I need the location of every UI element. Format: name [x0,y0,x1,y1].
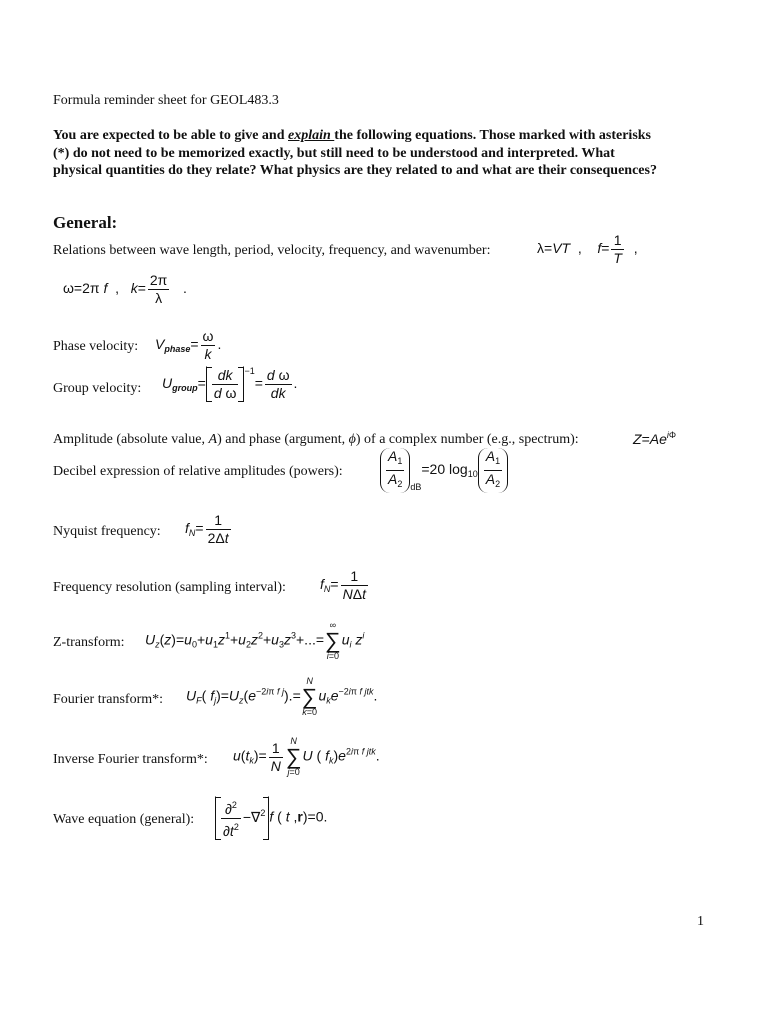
phase-velocity-equation: $V_{phase}=$ $\frac{\omega}{k}$ . [155,328,222,362]
nyquist-label: Nyquist frequency: [53,524,161,539]
amplitude-equation: $Z=Ae^{i\Phi}$ [633,430,677,447]
intro-text-2: the following equations. Those marked with asterisks [334,128,651,143]
fourier-label: Fourier transform*: [53,692,164,707]
inverse-fourier-equation: $u(t_k)=$ $\frac{1}{N}$ N ∑ j=0 U ( $f_k)e^{2i\pi f jtk}$. [233,736,380,777]
page-number: 1 [697,914,704,929]
z-transform-label: Z-transform: [53,635,125,650]
relations-equation-1: λ=VT , f= $\frac{1}{T}$ , [537,232,638,266]
intro-line-2: (*) do not need to be memorized exactly, but still need to be understood and interpreted. What [53,145,615,161]
freq-resolution-label: Frequency resolution (sampling interval): [53,580,286,595]
decibel-label: Decibel expression of relative amplitudes (powers): [53,464,343,479]
intro-line-1 [53,127,657,145]
relations-label: Relations between wave length, period, velocity, frequency, and wavenumber: [53,243,491,258]
inverse-fourier-label: Inverse Fourier transform*: [53,752,208,767]
fourier-equation: $U_F$( $f_j)=U_z(e^{-2i\pi f j}).=$ N ∑ k=0 $u_ke^{-2i\pi f jtk}$. [186,676,378,717]
intro-emphasis: explain [288,128,335,143]
document-title: Formula reminder sheet for GEOL483.3 [53,93,279,108]
z-transform-equation: $U_z(z)=u_0+u_1z^1+u_2z^2+u_3z^3+...=$ ∞ ∑ i=0 $u_i$ $z^i$ [145,620,365,661]
relations-equation-2: ω=2π f , k= $\frac{2\pi}{\lambda}$ . [63,272,187,306]
intro-text-1: You are expected to be able to give and [53,128,288,143]
wave-equation-label: Wave equation (general): [53,812,195,827]
intro-line-3: physical quantities do they relate? What physics are they related to and what are their consequences? [53,163,657,178]
group-velocity-label: Group velocity: [53,381,142,396]
group-velocity-equation: $U_{group}=$ $\frac{dk}{\text{d ω}}$ $^{-1}$= $\frac{\text{d ω}}{dk}$ . [162,366,298,402]
phase-velocity-label: Phase velocity: [53,339,139,354]
freq-resolution-equation: $f_N=$ $\frac{1}{\text{NΔt}}$ [320,568,366,602]
nyquist-equation: $f_N=$ $\frac{1}{2\Delta t}$ [185,512,229,546]
wave-equation: $\frac{\partial^2}{\partial t^2}$ −∇$^2$ f ( t ,r)=0. [215,796,327,840]
amplitude-label: Amplitude (absolute value, A) and phase (argument, ϕ) of a complex number (e.g., spectrum): [53,432,579,447]
decibel-equation: $\frac{A_1}{A_2}$ $_{dB}$=20 $\log_{10}$ $\frac{A_1}{A_2}$ [380,448,508,493]
intro-paragraph [53,127,657,180]
section-heading: General: [53,213,118,232]
